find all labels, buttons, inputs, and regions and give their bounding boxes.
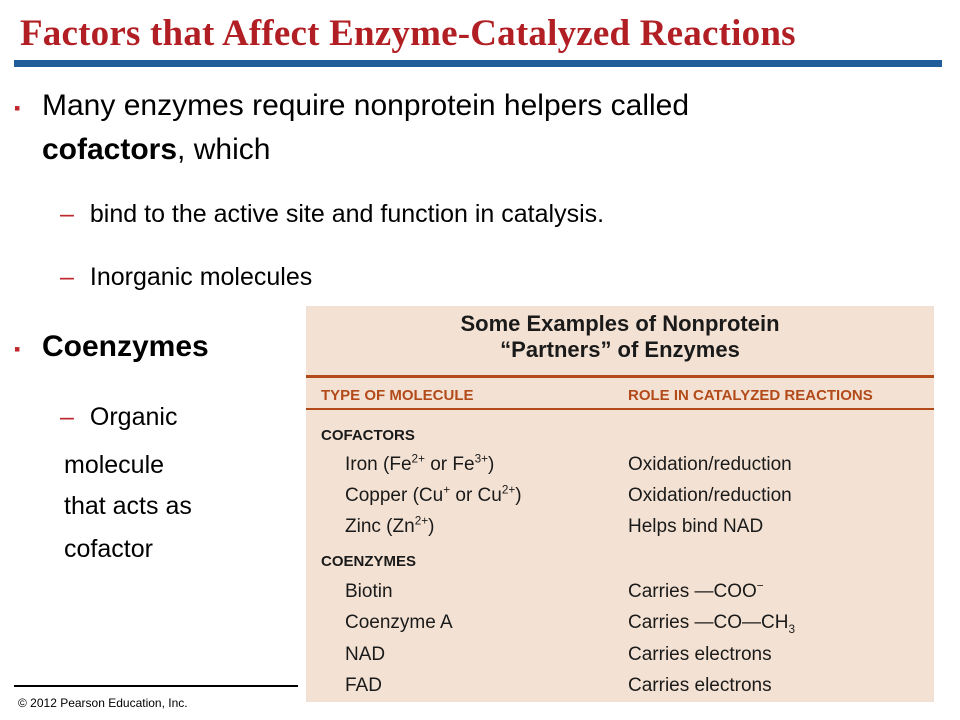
sub-bullet-inorganic-text: Inorganic molecules xyxy=(89,263,313,291)
dash-icon: – xyxy=(60,263,74,291)
bullet-cofactors-line1: Many enzymes require nonprotein helpers called xyxy=(42,89,690,122)
sub-bullet-organic-line2: molecule xyxy=(64,451,165,479)
bullet-coenzymes-text: Coenzymes xyxy=(42,330,209,363)
table-row-iron-role: Oxidation/reduction xyxy=(628,454,792,475)
bullet-cofactors xyxy=(14,84,914,172)
table-row-zinc-name: Zinc $(Zn^{2+})$ xyxy=(345,514,435,537)
slide-title: Factors that Affect Enzyme-Catalyzed Reactions xyxy=(20,13,796,54)
table-title xyxy=(306,311,934,363)
copyright-footer: © 2012 Pearson Education, Inc. xyxy=(18,696,188,710)
table-header-rule xyxy=(306,408,934,410)
table-row-coenzyme-a-role: Carries $—CO—CH_3$ xyxy=(628,612,795,636)
col-header-role: ROLE IN CATALYZED REACTIONS xyxy=(628,387,873,404)
table-top-rule xyxy=(306,375,934,378)
section-coenzymes: COENZYMES xyxy=(321,553,417,570)
col-header-type: TYPE OF MOLECULE xyxy=(321,387,474,404)
table-row-fad-name: FAD xyxy=(345,675,382,696)
sub-bullet-active-site xyxy=(60,199,604,230)
dash-icon: – xyxy=(60,403,74,431)
sub-bullet-active-site-text: bind to the active site and function in catalysis. xyxy=(89,200,605,228)
title-divider xyxy=(14,60,942,67)
sub-bullet-organic-line1: Organic xyxy=(89,403,178,431)
table-row-iron-name: Iron ($Fe^{2+}$ or $Fe^{3+}$) xyxy=(345,452,495,475)
section-cofactors: COFACTORS xyxy=(321,427,415,444)
table-row-biotin-role: Carries —COO− xyxy=(628,579,764,602)
square-bullet-icon: ▪ xyxy=(14,339,21,359)
table-row-copper-role: Oxidation/reduction xyxy=(628,485,792,506)
bullet-cofactors-line2 xyxy=(14,128,914,172)
table-row-coenzyme-a-name: Coenzyme A xyxy=(345,612,453,633)
table-row-nad-name: NAD xyxy=(345,644,386,665)
cofactors-term: cofactors xyxy=(42,133,178,166)
table-row-fad-role: Carries electrons xyxy=(628,675,772,696)
table-row-copper-name: Copper (Cu+ or $Cu^{2+}$) xyxy=(345,483,522,506)
bullet-cofactors-line2-rest: , which xyxy=(177,133,271,166)
footer-divider xyxy=(14,685,298,687)
table-row-biotin-name: Biotin xyxy=(345,581,393,602)
nonprotein-partners-table xyxy=(306,306,934,702)
table-title-line1: Some Examples of Nonprotein xyxy=(460,311,780,336)
bullet-coenzymes xyxy=(14,325,209,369)
sub-bullet-organic-line4: cofactor xyxy=(64,535,153,563)
sub-bullet-organic-line3: that acts as xyxy=(64,492,192,520)
sub-bullet-inorganic xyxy=(60,262,312,293)
sub-bullet-organic xyxy=(60,402,177,433)
table-row-nad-role: Carries electrons xyxy=(628,644,772,665)
table-title-line2: “Partners” of Enzymes xyxy=(500,337,740,362)
table-row-zinc-role: Helps bind NAD xyxy=(628,516,764,537)
dash-icon: – xyxy=(60,200,74,228)
square-bullet-icon: ▪ xyxy=(14,98,21,118)
